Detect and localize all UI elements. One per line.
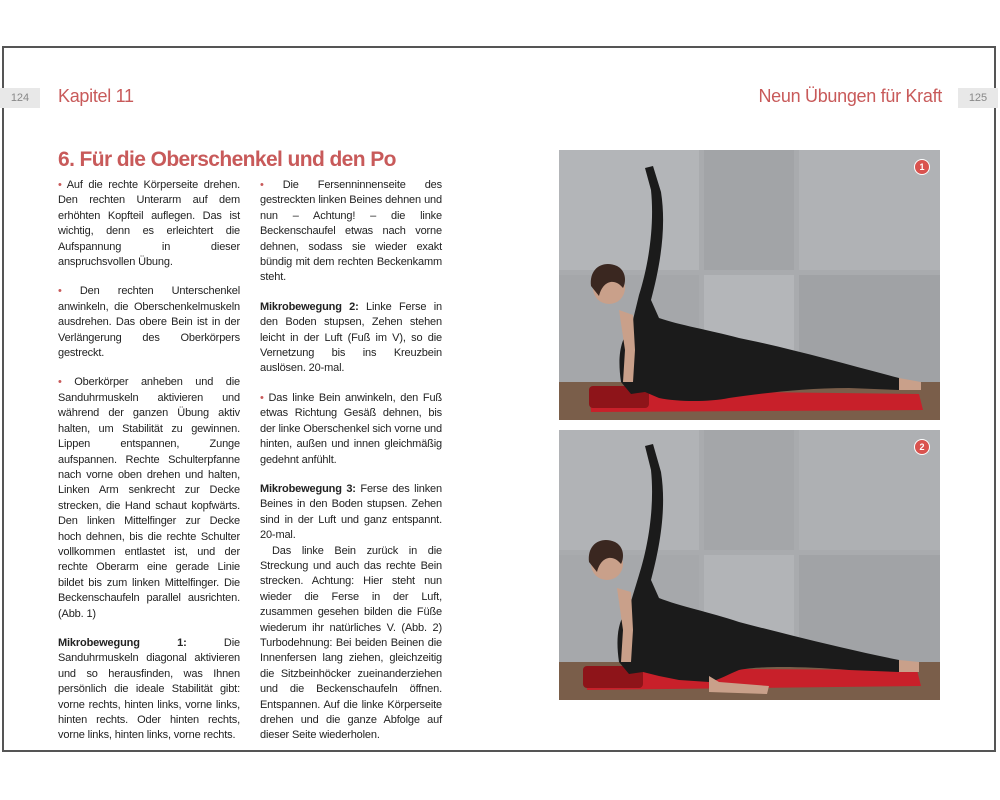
- paragraph: [58, 284, 240, 361]
- left-text-column: [58, 178, 240, 758]
- right-page-number: 125: [958, 88, 998, 108]
- bullet-icon: •: [58, 179, 62, 191]
- paragraph: [58, 375, 240, 622]
- section-title: 6. Für die Oberschenkel und den Po: [58, 148, 396, 171]
- microbewegung-label: Mikrobewegung 1:: [58, 636, 187, 649]
- figure-2-badge: 2: [914, 439, 930, 455]
- paragraph-text: Das linke Bein anwinkeln, den Fuß etwas Richtung Gesäß dehnen, bis der linke Oberschenkel sich vorne und hinten, außen und innen gleichmäßig gedehnt anfühlt.: [260, 391, 442, 466]
- paragraph: [58, 178, 240, 270]
- paragraph: [260, 391, 442, 468]
- paragraph-text: Linke Ferse in den Boden stupsen, Zehen stehen leicht in der Luft (Fuß im V), so die Vernetzung bis ins Kreuzbein auslösen. 20-mal.: [260, 300, 442, 375]
- microbewegung-label: Mikrobewegung 3:: [260, 482, 356, 495]
- paragraph: [260, 482, 442, 544]
- paragraph: [260, 544, 442, 744]
- bullet-icon: •: [260, 179, 264, 191]
- paragraph-text: Die Sanduhrmuskeln diagonal aktivieren und so herausfinden, was Ihnen persönlich die ideale Stabilität gibt: vorne rechts, hinten links, vorne links, hinten rechts. Oder hinten rechts, vorne links, hinten links, vorne rechts.: [58, 636, 240, 742]
- figure-1-badge: 1: [914, 159, 930, 175]
- paragraph-text: Oberkörper anheben und die Sanduhrmuskeln aktivieren und während der ganzen Übung aktiv halten, um Stabilität zu gewinnen. Lippen entspannen, Zunge aufspannen. Rechte Schulterpfanne nach vorne oben drehen und halten, Linken Arm senkrecht zur Decke strecken, die Hand schaut kopfwärts. Den linken Mittelfinger zur Decke hoch dehnen, bis die rechte Schulter vollkommen entlastet ist, und der rechte Oberarm eine gerade Linie bildet bis zum linken Mittelfinger. Die Beckenschaufeln parallel ausrichten. (Abb. 1): [58, 376, 240, 620]
- paragraph: [58, 636, 240, 744]
- paragraph-text: Den rechten Unterschenkel anwinkeln, die Oberschenkelmuskeln ausdrehen. Das obere Bein ist in der Verlängerung des Oberkörpers gestreckt.: [58, 285, 240, 360]
- paragraph-text: Das linke Bein zurück in die Streckung und auch das rechte Bein strecken. Achtung: Hier steht nun wieder die Ferse in der Luft, zusammen gesehen bilden die Füße wiederum ihr natürliches V. (Abb. 2) Turbodehnung: Bei beiden Beinen die Innenfersen lang ziehen, gleichzeitig die Sitzbeinhöcker zueinanderziehen und die Beckenschaufeln öffnen. Entspannen. Auf die linke Körperseite drehen und die ganze Abfolge auf dieser Seite wiederholen.: [260, 544, 442, 742]
- paragraph: [260, 178, 442, 286]
- left-page-number: 124: [0, 88, 40, 108]
- exercise-photo-1: [559, 150, 940, 420]
- right-chapter-header: Neun Übungen für Kraft: [758, 86, 942, 106]
- bullet-icon: •: [58, 285, 62, 298]
- paragraph-text: Ferse des linken Beines in den Boden stupsen. Zehen sind in der Luft und ganz entspannt. 20-mal.: [260, 482, 442, 542]
- paragraph: [260, 300, 442, 377]
- exercise-photo-2: [559, 430, 940, 700]
- paragraph-text: Die Fersenninnenseite des gestreckten linken Beines dehnen und nun – Achtung! – die linke Beckenschaufel etwas nach vorne dehnen, sodass sie wieder exakt bündig mit dem rechten Beckenkamm steht.: [260, 179, 442, 284]
- photo-2-illustration: [559, 430, 940, 700]
- bullet-icon: •: [260, 391, 264, 404]
- photo-1-illustration: [559, 150, 940, 420]
- middle-text-column: [260, 178, 442, 758]
- paragraph-text: Auf die rechte Körperseite drehen. Den rechten Unterarm auf dem erhöhten Kopfteil auflegen. Das ist wichtig, denn es erleichtert die Aufspannung in dieser anspruchsvollen Übung.: [58, 179, 240, 269]
- bullet-icon: •: [58, 376, 62, 389]
- microbewegung-label: Mikrobewegung 2:: [260, 300, 359, 313]
- left-chapter-header: Kapitel 11: [58, 86, 134, 106]
